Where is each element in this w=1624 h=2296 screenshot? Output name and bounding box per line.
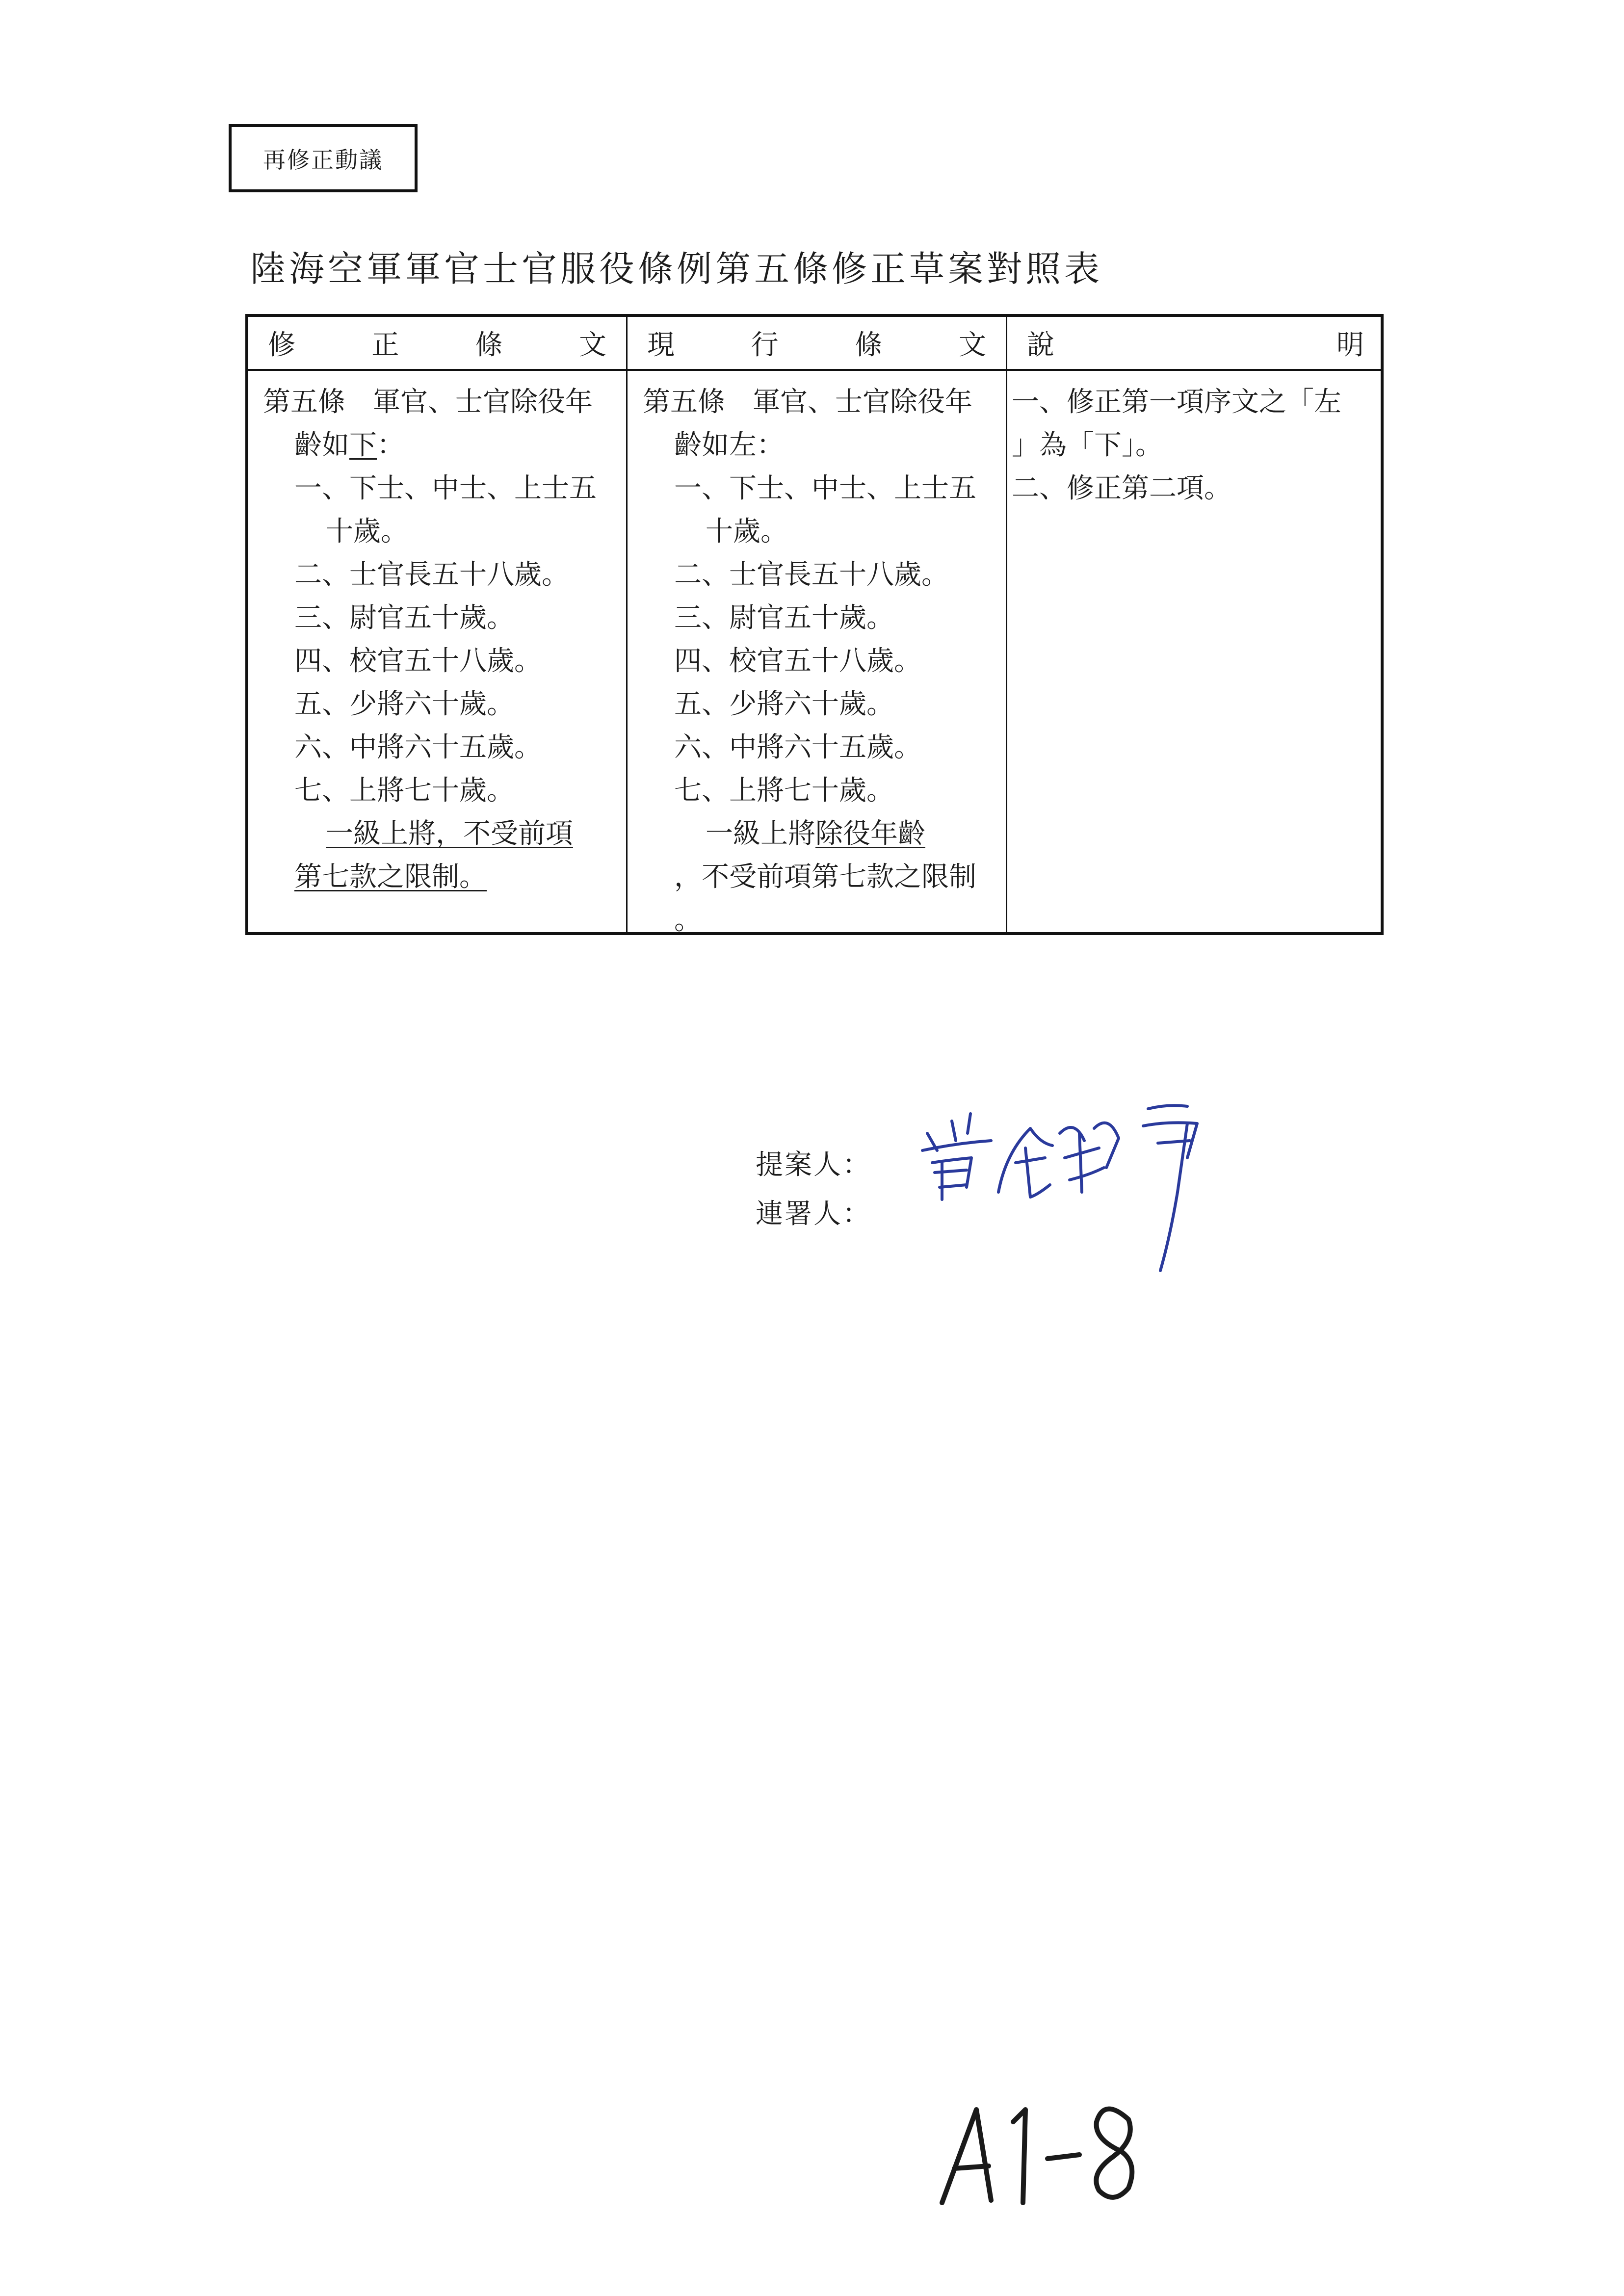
paragraph-2-line: 一級上將除役年齡 (706, 818, 925, 850)
header-divider (248, 369, 1381, 371)
column-divider (626, 317, 628, 932)
explanation-line: 一、修正第一項序文之「左 (1012, 386, 1341, 418)
motion-label: 再修正動議 (263, 146, 383, 173)
item-line: 四、校官五十八歲。 (674, 645, 921, 677)
item-line: 二、士官長五十八歲。 (674, 559, 949, 591)
deleted-words: 除役年齡 (815, 818, 925, 850)
item-line: 三、尉官五十歲。 (294, 602, 514, 634)
document-title: 陸海空軍軍官士官服役條例第五條修正草案對照表 (250, 248, 1103, 289)
item-line: 七、上將七十歲。 (674, 775, 894, 807)
explanation-column (1012, 381, 1380, 510)
item-line: 七、上將七十歲。 (294, 775, 514, 807)
item-line: 一、下士、中士、上士五 (674, 472, 976, 504)
article-intro: 第五條 軍官、士官除役年 (643, 386, 972, 418)
motion-label-box (229, 124, 418, 192)
explanation-line: 二、修正第二項。 (1012, 472, 1231, 504)
article-intro-cont: 齡如下： (294, 429, 404, 461)
item-line: 十歲。 (326, 516, 408, 548)
item-line: 六、中將六十五歲。 (294, 731, 542, 763)
item-line: 一、下士、中士、上士五 (294, 472, 597, 504)
header-amended: 修 正 條 文 (268, 329, 606, 361)
item-line: 四、校官五十八歲。 (294, 645, 542, 677)
explanation-line: 」為「下」。 (1012, 429, 1163, 461)
handwritten-signature (913, 1094, 1227, 1280)
article-intro-cont: 齡如左： (674, 429, 784, 461)
item-line: 十歲。 (706, 516, 788, 548)
amended-word: 下 (349, 429, 377, 461)
header-explanation: 說 明 (1027, 329, 1364, 361)
item-line: 二、士官長五十八歲。 (294, 559, 569, 591)
column-divider (1006, 317, 1007, 932)
item-line: 六、中將六十五歲。 (674, 731, 921, 763)
amended-text-column (263, 381, 616, 899)
paragraph-2-line: 第七款之限制。 (294, 861, 487, 893)
current-text-column (643, 381, 996, 942)
item-line: 五、少將六十歲。 (674, 688, 894, 720)
cosigner-label: 連署人： (756, 1198, 871, 1230)
page-code-handwritten (932, 2100, 1148, 2208)
comparison-table (245, 314, 1384, 935)
paragraph-2-line: ，不受前項第七款之限制 (674, 861, 976, 893)
header-current: 現 行 條 文 (647, 329, 986, 361)
item-line: 五、少將六十歲。 (294, 688, 514, 720)
paragraph-2-line: 。 (674, 904, 702, 936)
paragraph-2-line: 一級上將，不受前項 (326, 818, 573, 850)
item-line: 三、尉官五十歲。 (674, 602, 894, 634)
article-intro: 第五條 軍官、士官除役年 (263, 386, 593, 418)
proposer-label: 提案人： (756, 1149, 871, 1181)
